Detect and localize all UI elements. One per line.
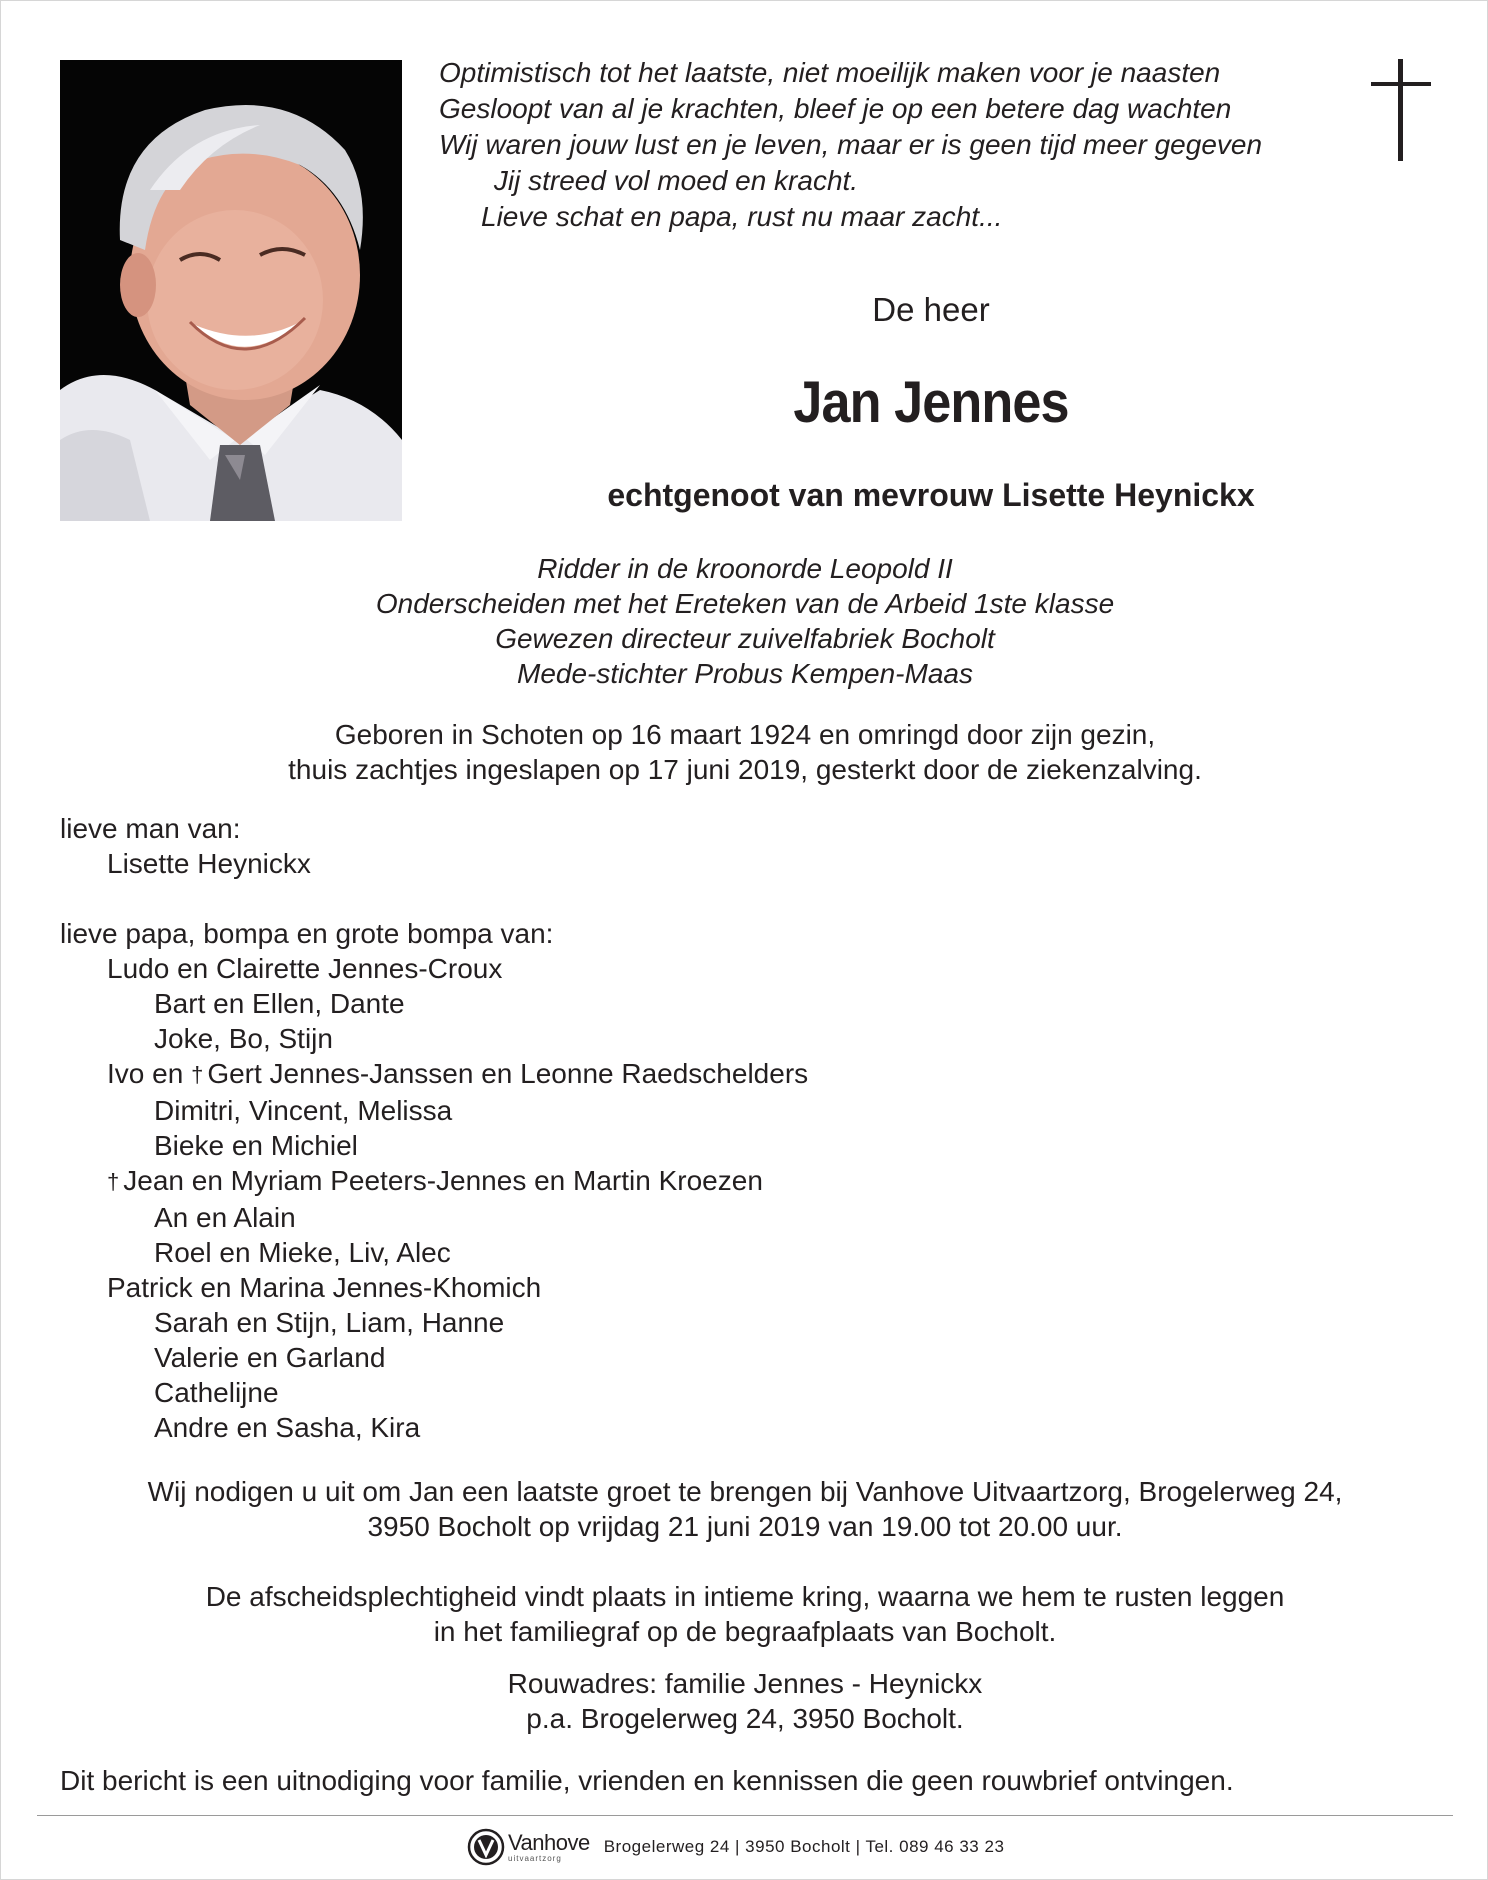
mourning-address <box>41 1666 1449 1736</box>
cross-icon <box>1371 59 1431 161</box>
honor-line: Ridder in de kroonorde Leopold II <box>537 553 953 584</box>
spouse-name: Lisette Heynickx <box>107 848 311 879</box>
portrait-illustration <box>60 60 402 521</box>
grandchild-family: Joke, Bo, Stijn <box>154 1023 333 1054</box>
family-list <box>60 811 1360 1445</box>
funeral-home-footer <box>466 1825 1004 1869</box>
grandchild-family: Bart en Ellen, Dante <box>154 988 405 1019</box>
child-name-part: Ivo en <box>107 1058 184 1089</box>
birth-death-info <box>101 717 1389 787</box>
honors-list <box>201 551 1289 691</box>
honor-line: Mede-stichter Probus Kempen-Maas <box>517 658 973 689</box>
child-family <box>60 1056 1360 1093</box>
logo-name: Vanhove <box>508 1829 590 1855</box>
closing-note: Dit bericht is een uitnodiging voor familie, vrienden en kennissen die geen rouwbrief ontvingen. <box>60 1765 1234 1796</box>
poem-line: Optimistisch tot het laatste, niet moeilijk maken voor je naasten <box>439 57 1221 88</box>
honor-line: Onderscheiden met het Ereteken van de Arbeid 1ste klasse <box>375 588 1115 619</box>
child-family <box>60 1163 1360 1200</box>
grandchild-family: Sarah en Stijn, Liam, Hanne <box>154 1307 505 1338</box>
dagger-icon: † <box>107 1169 120 1194</box>
address-line: Rouwadres: familie Jennes - Heynickx <box>507 1668 983 1699</box>
child-name-part: Jean en Myriam Peeters-Jennes en Martin Kroezen <box>123 1165 763 1196</box>
child-family: Ludo en Clairette Jennes-Croux <box>107 953 503 984</box>
logo-subtitle: uitvaartzorg <box>508 1853 562 1863</box>
poem-line: Jij streed vol moed en kracht. <box>493 165 859 196</box>
grandchild-family: Andre en Sasha, Kira <box>154 1412 421 1443</box>
invite-line: 3950 Bocholt op vrijdag 21 juni 2019 van 19.00 tot 20.00 uur. <box>367 1511 1123 1542</box>
invite-line: Wij nodigen u uit om Jan een laatste groet te brengen bij Vanhove Uitvaartzorg, Brogelerweg 24, <box>147 1476 1343 1507</box>
logo-wordmark <box>508 1829 590 1863</box>
grandchild-family: An en Alain <box>154 1202 296 1233</box>
spacer <box>60 881 1360 916</box>
dagger-icon: † <box>191 1062 204 1087</box>
poem-line: Lieve schat en papa, rust nu maar zacht... <box>481 201 1003 232</box>
portrait-photo <box>60 60 402 521</box>
children-heading: lieve papa, bompa en grote bompa van: <box>60 918 554 949</box>
deceased-name: Jan Jennes <box>793 370 1069 435</box>
divider <box>37 1815 1453 1816</box>
poem <box>421 55 1263 235</box>
grandchild-family: Valerie en Garland <box>154 1342 386 1373</box>
visitation-invite <box>41 1474 1449 1544</box>
grandchild-family: Dimitri, Vincent, Melissa <box>154 1095 453 1126</box>
birth-line: Geboren in Schoten op 16 maart 1924 en omringd door zijn gezin, <box>334 719 1156 750</box>
ceremony-info <box>41 1579 1449 1649</box>
death-line: thuis zachtjes ingeslapen op 17 juni 2019, gesterkt door de ziekenzalving. <box>288 754 1202 785</box>
spouse-heading: lieve man van: <box>60 813 241 844</box>
honor-line: Gewezen directeur zuivelfabriek Bocholt <box>495 623 995 654</box>
ceremony-line: De afscheidsplechtigheid vindt plaats in intieme kring, waarna we hem te rusten leggen <box>205 1581 1285 1612</box>
grandchild-family: Cathelijne <box>154 1377 279 1408</box>
poem-line: Wij waren jouw lust en je leven, maar er is geen tijd meer gegeven <box>439 129 1263 160</box>
spouse-line: echtgenoot van mevrouw Lisette Heynickx <box>607 477 1255 513</box>
ceremony-line: in het familiegraf op de begraafplaats van Bocholt. <box>433 1616 1057 1647</box>
grandchild-family: Roel en Mieke, Liv, Alec <box>154 1237 451 1268</box>
child-family: Patrick en Marina Jennes-Khomich <box>107 1272 542 1303</box>
honorific: De heer <box>872 291 990 328</box>
address-line: p.a. Brogelerweg 24, 3950 Bocholt. <box>526 1703 964 1734</box>
vanhove-logo-icon <box>466 1827 506 1867</box>
grandchild-family: Bieke en Michiel <box>154 1130 358 1161</box>
poem-line: Gesloopt van al je krachten, bleef je op een betere dag wachten <box>439 93 1232 124</box>
footer-contact: Brogelerweg 24 | 3950 Bocholt | Tel. 089 46 33 23 <box>603 1837 1005 1856</box>
child-name-part: Gert Jennes-Janssen en Leonne Raedschelders <box>207 1058 809 1089</box>
